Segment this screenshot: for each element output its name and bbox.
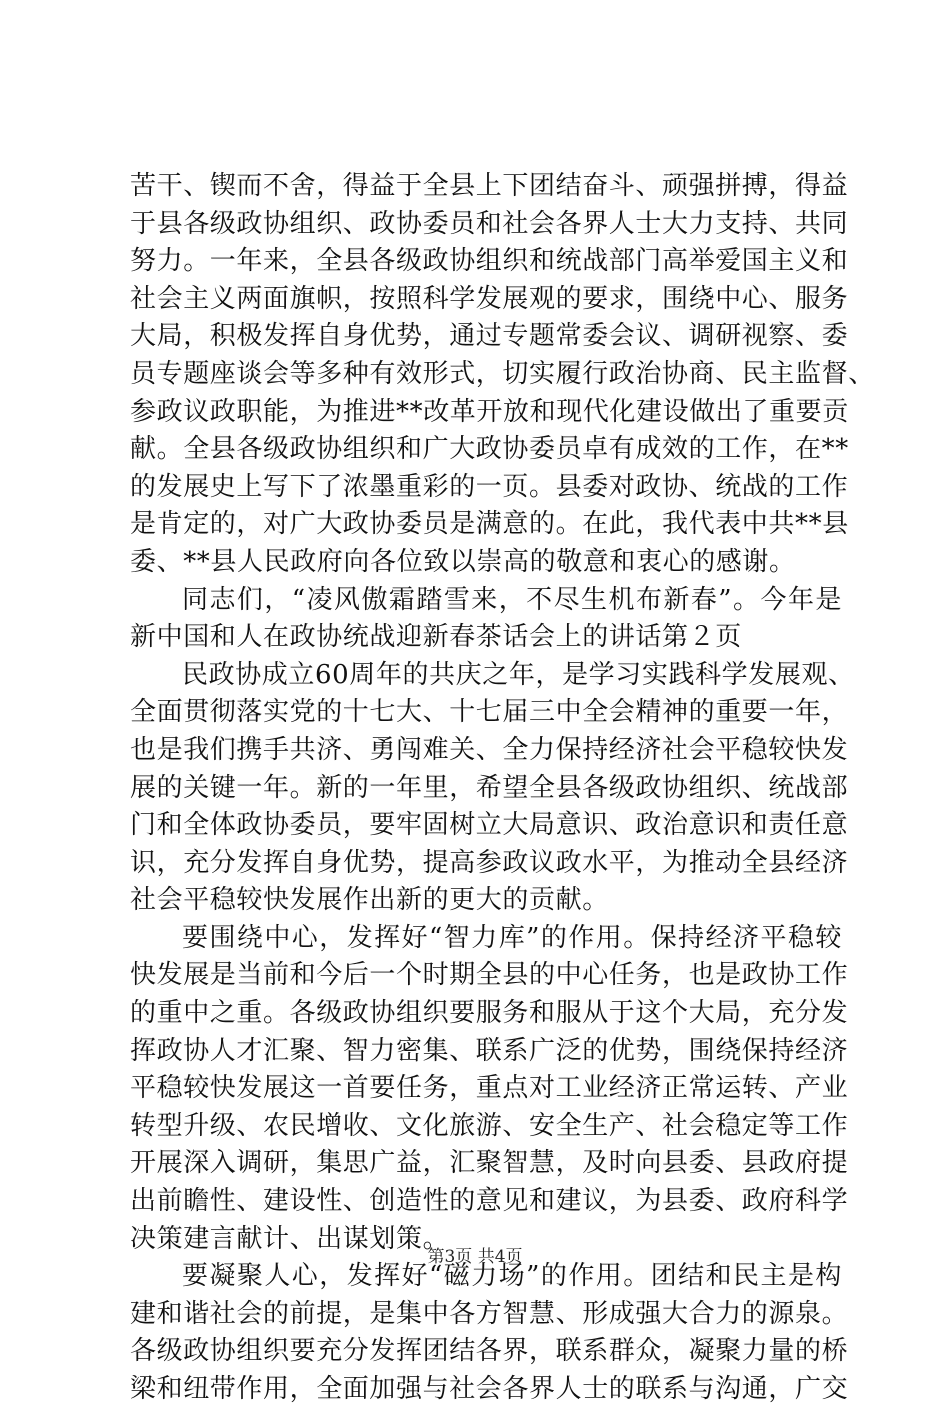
text-line: 民政协成立60周年的共庆之年，是学习实践科学发展观、 xyxy=(182,659,855,690)
text-line: 建和谐社会的前提，是集中各方智慧、形成强大合力的源泉。 xyxy=(130,1298,849,1329)
text-line: 要围绕中心，发挥好“智力库”的作用。保持经济平稳较 xyxy=(182,922,842,953)
text-line: 决策建言献计、出谋划策。 xyxy=(130,1223,450,1254)
text-line: 献。全县各级政协组织和广大政协委员卓有成效的工作，在** xyxy=(130,434,849,465)
text-line: 门和全体政协委员，要牢固树立大局意识、政治意识和责任意 xyxy=(130,810,849,841)
text-line: 同志们，“凌风傲霜踏雪来，不尽生机布新春”。今年是 xyxy=(182,584,842,615)
text-line: 的重中之重。各级政协组织要服务和服从于这个大局，充分发 xyxy=(130,998,849,1029)
text-line: 展的关键一年。新的一年里，希望全县各级政协组织、统战部 xyxy=(130,772,849,803)
text-line: 要凝聚人心，发挥好“磁力场”的作用。团结和民主是构 xyxy=(182,1261,842,1292)
text-line: 员专题座谈会等多种有效形式，切实履行政治协商、民主监督、 xyxy=(130,358,875,389)
text-line: 参政议政职能，为推进**改革开放和现代化建设做出了重要贡 xyxy=(130,396,849,427)
text-line: 苦干、锲而不舍，得益于全县上下团结奋斗、顽强拼搏，得益 xyxy=(130,171,849,201)
text-line: 也是我们携手共济、勇闯难关、全力保持经济社会平稳较快发 xyxy=(130,734,849,765)
body-text xyxy=(130,168,875,1409)
text-line: 社会主义两面旗帜，按照科学发展观的要求，围绕中心、服务 xyxy=(130,283,849,314)
text-line: 平稳较快发展这一首要任务，重点对工业经济正常运转、产业 xyxy=(130,1073,849,1104)
text-line: 全面贯彻落实党的十七大、十七届三中全会精神的重要一年， xyxy=(130,697,849,728)
text-line: 于县各级政协组织、政协委员和社会各界人士大力支持、共同 xyxy=(130,208,849,239)
text-line: 开展深入调研，集思广益，汇聚智慧，及时向县委、县政府提 xyxy=(130,1148,849,1179)
text-line: 的发展史上写下了浓墨重彩的一页。县委对政协、统战的工作 xyxy=(130,471,849,502)
text-line: 出前瞻性、建设性、创造性的意见和建议，为县委、政府科学 xyxy=(130,1186,849,1217)
text-line: 努力。一年来，全县各级政协组织和统战部门高举爱国主义和 xyxy=(130,246,849,277)
text-line: 新中国和人在政协统战迎新春茶话会上的讲话第２页 xyxy=(130,622,742,653)
text-line: 大局，积极发挥自身优势，通过专题常委会议、调研视察、委 xyxy=(130,321,849,352)
text-line: 转型升级、农民增收、文化旅游、安全生产、社会稳定等工作 xyxy=(130,1110,849,1141)
text-line: 快发展是当前和今后一个时期全县的中心任务，也是政协工作 xyxy=(130,960,849,991)
text-line: 是肯定的，对广大政协委员是满意的。在此，我代表中共**县 xyxy=(130,509,849,540)
text-line: 梁和纽带作用，全面加强与社会各界人士的联系与沟通，广交 xyxy=(130,1374,849,1404)
text-line: 各级政协组织要充分发挥团结各界，联系群众，凝聚力量的桥 xyxy=(130,1336,849,1367)
text-line: 挥政协人才汇聚、智力密集、联系广泛的优势，围绕保持经济 xyxy=(130,1035,849,1066)
text-line: 委、**县人民政府向各位致以崇高的敬意和衷心的感谢。 xyxy=(130,546,796,577)
page-number-footer: 第3页 共4页 xyxy=(427,1247,523,1267)
text-line: 识，充分发挥自身优势，提高参政议政水平，为推动全县经济 xyxy=(130,847,849,878)
text-line: 社会平稳较快发展作出新的更大的贡献。 xyxy=(130,885,609,916)
